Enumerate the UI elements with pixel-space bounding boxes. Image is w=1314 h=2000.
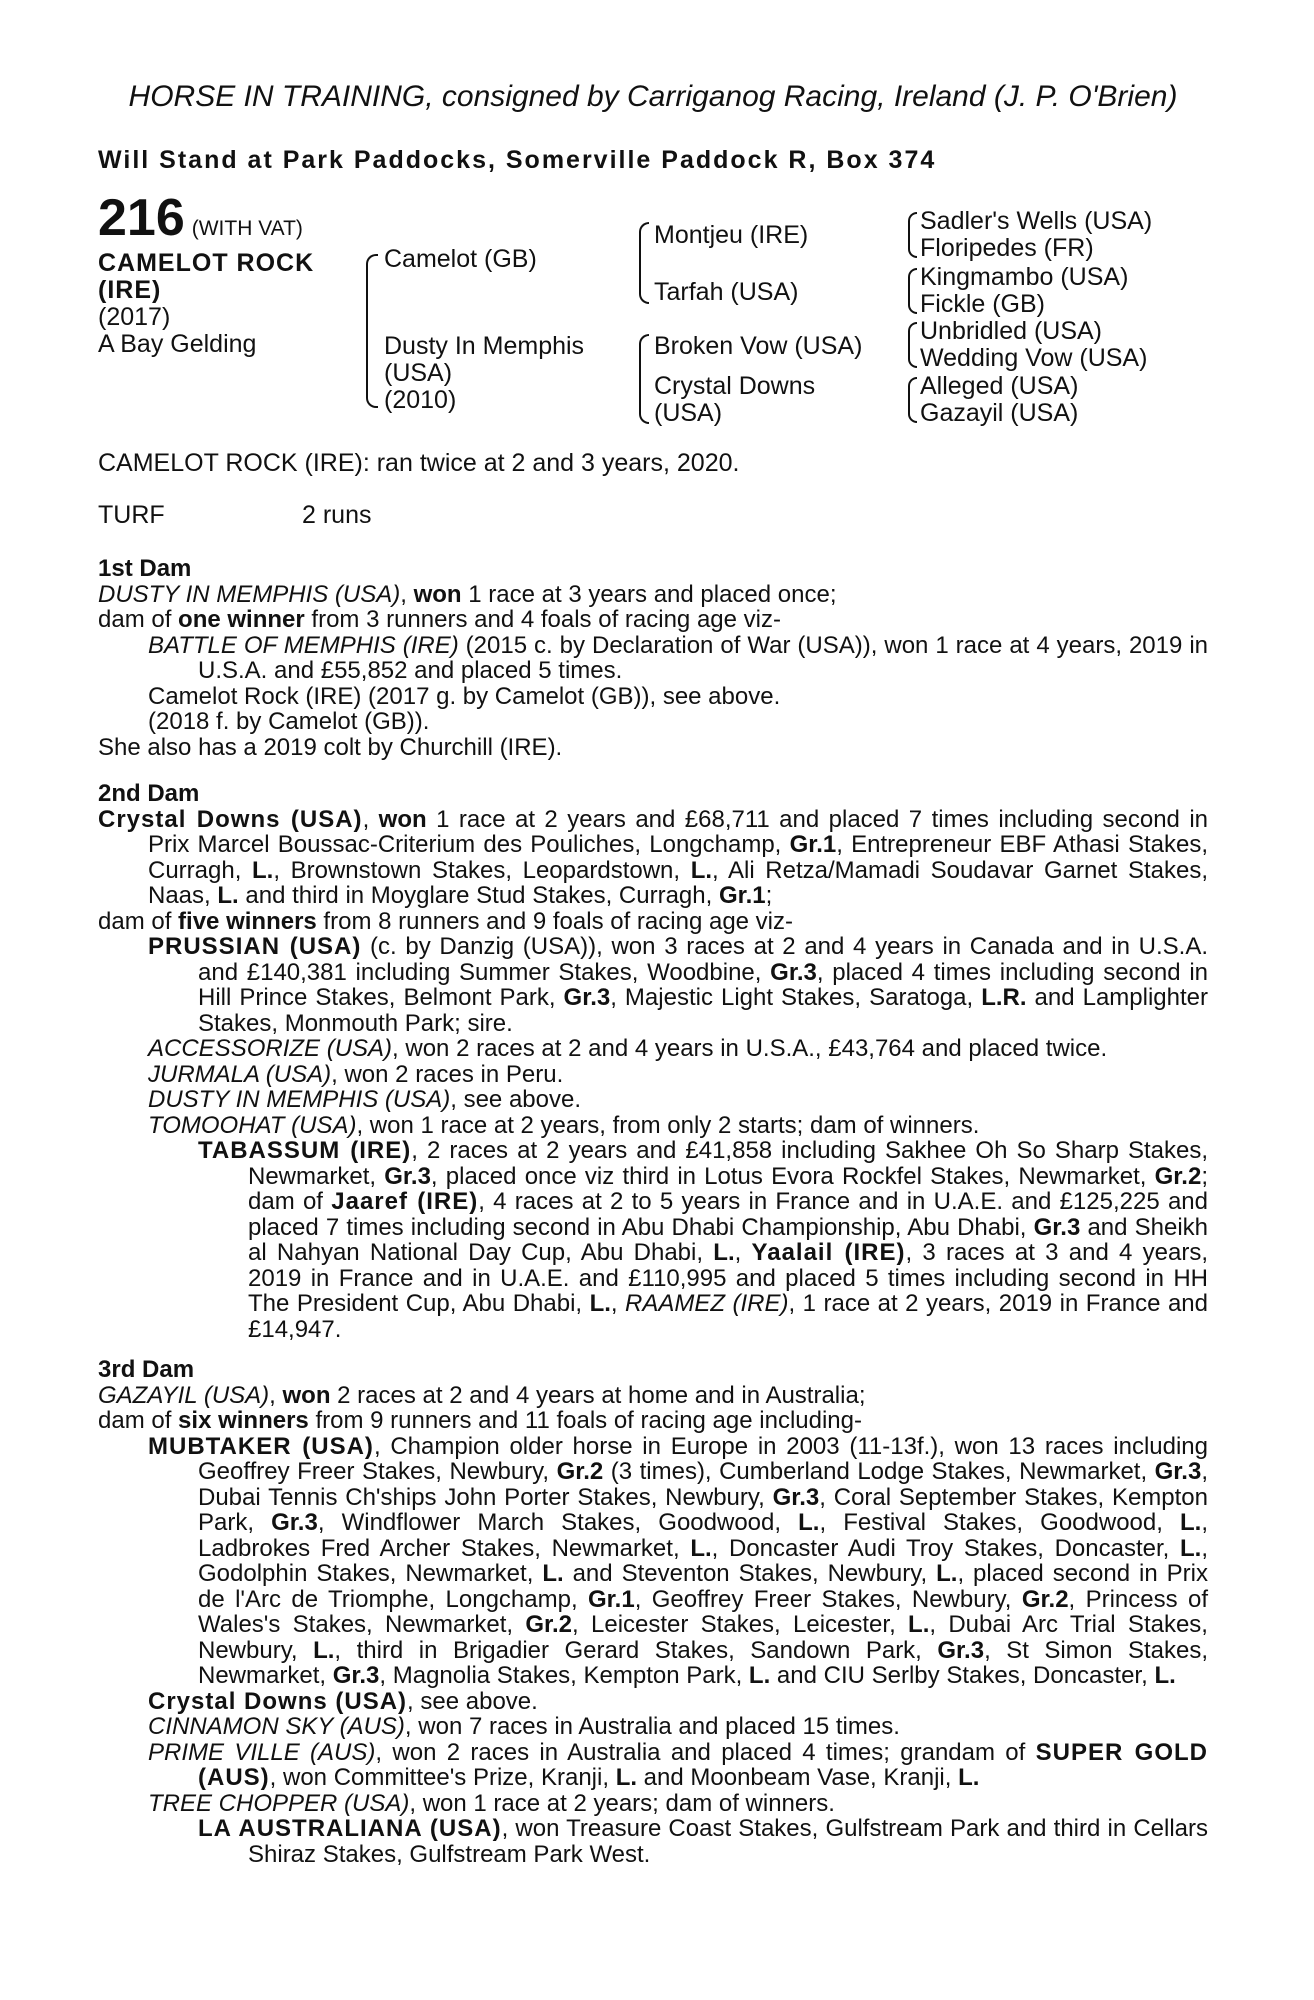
lot-number: 216 (98, 189, 185, 247)
produce-entry: CINNAMON SKY (AUS), won 7 races in Australia and placed 15 times. (148, 1713, 900, 1740)
section-heading: 2nd Dam (98, 780, 200, 807)
horse-description: A Bay Gelding (98, 330, 257, 358)
dam-dam (654, 373, 815, 427)
pedigree-brace (908, 322, 917, 368)
dam-entry: Crystal Downs (USA), won 1 race at 2 years and £68,711 and placed 7 times including second in Prix Marcel Boussac-Criterium des Pouliches, Longchamp, Gr.1, Entrepreneur EBF Athasi Stakes, Curragh, L., Brownstown Stakes, Leopardstown, L., Ali Retza/Mamadi Soudavar Garnet Stakes, Naas, L. and third in Moyglare Stud Stakes, Curragh, Gr.1; (98, 805, 1209, 909)
dam-sire-dam: Wedding Vow (USA) (920, 344, 1148, 372)
turf-record (98, 503, 1208, 529)
produce-entry: (2018 f. by Camelot (GB)). (148, 708, 430, 735)
horse-name-line2: (IRE) (98, 276, 162, 304)
pedigree-brace (639, 222, 649, 304)
turf-runs: 2 runs (302, 501, 372, 529)
stand-location: Will Stand at Park Paddocks, Somerville Paddock R, Box 374 (98, 146, 937, 174)
produce-entry: BATTLE OF MEMPHIS (IRE) (2015 c. by Declaration of War (USA)), won 1 race at 4 years, 2019 in U.S.A. and £55,852 and placed 5 times. (148, 631, 1208, 684)
horse-name-line1: CAMELOT ROCK (98, 249, 315, 277)
vat-note: (WITH VAT) (191, 217, 303, 240)
produce-entry: TREE CHOPPER (USA), won 1 race at 2 years; dam of winners. (148, 1789, 835, 1817)
pedigree-brace (366, 254, 378, 408)
dam-line2: (USA) (384, 359, 453, 387)
pedigree-brace (908, 212, 917, 258)
section-heading: 1st Dam (98, 555, 192, 582)
dam-entry: GAZAYIL (USA), won 2 races at 2 and 4 years at home and in Australia; (98, 1381, 866, 1409)
pedigree-brace (908, 377, 917, 423)
produce-summary: dam of one winner from 3 runners and 4 foals of racing age viz- (98, 606, 781, 633)
second-dam-section (98, 781, 1208, 1342)
dam-line1: Dusty In Memphis (384, 332, 585, 360)
race-record: CAMELOT ROCK (IRE): ran twice at 2 and 3 years, 2020. (98, 449, 740, 477)
pedigree-brace (908, 268, 917, 314)
produce-entry: PRUSSIAN (USA) (c. by Danzig (USA)), won 3 races at 2 and 4 years in Canada and in U.S.A. and £140,381 including Summer Stakes, Woodbine, Gr.3, placed 4 times including second in Hill Prince Stakes, Belmont Park, Gr.3, Majestic Light Stakes, Saratoga, L.R. and Lamplighter Stakes, Monmouth Park; sire. (148, 933, 1209, 1037)
sire-dam-sire: Kingmambo (USA) (920, 263, 1129, 291)
dam-dam-line1: Crystal Downs (654, 372, 816, 400)
first-dam-section (98, 556, 1208, 760)
produce-summary: dam of five winners from 8 runners and 9 foals of racing age viz- (98, 907, 794, 935)
sire-sire: Montjeu (IRE) (654, 221, 809, 249)
lot-info (98, 189, 338, 358)
produce-summary: dam of six winners from 9 runners and 11 foals of racing age including- (98, 1407, 862, 1434)
dam-sire: Broken Vow (USA) (654, 332, 863, 360)
dam-entry: DUSTY IN MEMPHIS (USA), won 1 race at 3 years and placed once; (98, 580, 837, 608)
dam-line3: (2010) (384, 386, 457, 414)
produce-entry: Crystal Downs (USA), see above. (148, 1687, 538, 1715)
produce-entry: JURMALA (USA), won 2 races in Peru. (148, 1060, 564, 1088)
foaling-year: (2017) (98, 303, 171, 331)
turf-label: TURF (98, 501, 165, 529)
grandproduce-entry: TABASSUM (IRE), 2 races at 2 years and £41,858 including Sakhee Oh So Sharp Stakes, Newmarket, Gr.3, placed once viz third in Lotus Evora Rockfel Stakes, Newmarket, Gr.2; dam of Jaaref (IRE), 4 races at 2 to 5 years in France and in U.A.E. and £125,225 and placed 7 times including second in Abu Dhabi Championship, Abu Dhabi, Gr.3 and Sheikh al Nahyan National Day Cup, Abu Dhabi, L., Yaalail (IRE), 3 races at 3 and 4 years, 2019 in France and in U.A.E. and £110,995 and placed 5 times including second in HH The President Cup, Abu Dhabi, L., RAAMEZ (IRE), 1 race at 2 years, 2019 in France and £14,947. (198, 1137, 1209, 1343)
produce-entry: Camelot Rock (IRE) (2017 g. by Camelot (GB)), see above. (148, 682, 781, 710)
produce-entry: MUBTAKER (USA), Champion older horse in Europe in 2003 (11-13f.), won 13 races including Geoffrey Freer Stakes, Newbury, Gr.2 (3 times), Cumberland Lodge Stakes, Newmarket, Gr.3, Dubai Tennis Ch'ships John Porter Stakes, Newbury, Gr.3, Coral September Stakes, Kempton Park, Gr.3, Windflower March Stakes, Goodwood, L., Festival Stakes, Goodwood, L., Ladbrokes Fred Archer Stakes, Newmarket, L., Doncaster Audi Troy Stakes, Doncaster, L., Godolphin Stakes, Newmarket, L. and Steventon Stakes, Newbury, L., placed second in Prix de l'Arc de Triomphe, Longchamp, Gr.1, Geoffrey Freer Stakes, Newbury, Gr.2, Princess of Wales's Stakes, Newmarket, Gr.2, Leicester Stakes, Leicester, L., Dubai Arc Trial Stakes, Newbury, L., third in Brigadier Gerard Stakes, Sandown Park, Gr.3, St Simon Stakes, Newmarket, Gr.3, Magnolia Stakes, Kempton Park, L. and CIU Serlby Stakes, Doncaster, L. (148, 1432, 1209, 1689)
dam-dam-dam: Gazayil (USA) (920, 399, 1079, 427)
sire: Camelot (GB) (384, 245, 537, 273)
section-heading: 3rd Dam (98, 1356, 195, 1383)
produce-note: She also has a 2019 colt by Churchill (IRE). (98, 733, 563, 761)
third-dam-section (98, 1357, 1208, 1867)
produce-entry: TOMOOHAT (USA), won 1 race at 2 years, from only 2 starts; dam of winners. (148, 1111, 980, 1139)
dam-dam-line2: (USA) (654, 399, 723, 427)
sire-dam-dam: Fickle (GB) (920, 290, 1045, 318)
consignor-header: HORSE IN TRAINING, consigned by Carriganog Racing, Ireland (J. P. O'Brien) (128, 80, 1178, 113)
dam-dam-sire: Alleged (USA) (920, 372, 1079, 400)
sire-sire-sire: Sadler's Wells (USA) (920, 207, 1153, 235)
horse-name (98, 250, 338, 304)
sire-sire-dam: Floripedes (FR) (920, 234, 1094, 262)
produce-entry: ACCESSORIZE (USA), won 2 races at 2 and 4 years in U.S.A., £43,764 and placed twice. (148, 1035, 1108, 1062)
produce-entry: PRIME VILLE (AUS), won 2 races in Australia and placed 4 times; grandam of SUPER GOLD (AUS), won Committee's Prize, Kranji, L. and Moonbeam Vase, Kranji, L. (148, 1738, 1209, 1791)
dam-sire-sire: Unbridled (USA) (920, 317, 1103, 345)
grandproduce-entry: LA AUSTRALIANA (USA), won Treasure Coast Stakes, Gulfstream Park and third in Cellars Shiraz Stakes, Gulfstream Park West. (198, 1815, 1208, 1868)
produce-entry: DUSTY IN MEMPHIS (USA), see above. (148, 1086, 582, 1113)
pedigree-brace (639, 334, 649, 424)
sire-dam: Tarfah (USA) (654, 278, 799, 306)
dam (384, 333, 584, 414)
